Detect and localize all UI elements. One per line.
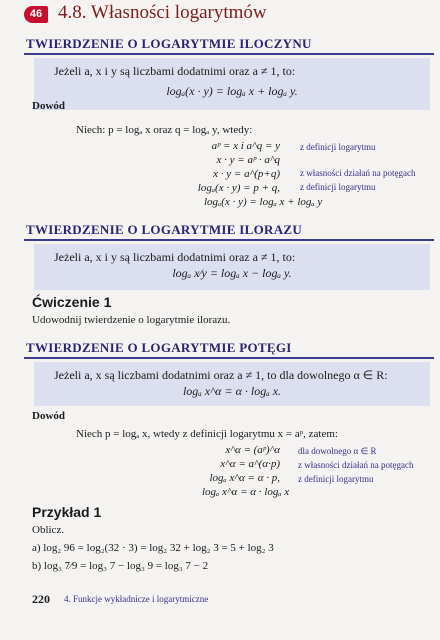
theorem-formula: logₐ x⁄y = logₐ x − logₐ y. [172,266,292,280]
proof-step-math: x · y = aᵖ · a^q [216,154,280,166]
theorem-power-heading [0,340,440,360]
heading-rule [24,357,434,359]
heading-rule [24,239,434,241]
proof-label: Dowód [32,410,66,422]
proof-step-math: x^α = a^(α·p) [220,458,280,470]
proof-step-note: z własności działań na potęgach [300,168,416,178]
section-title: 4.8. Własności logarytmów [58,2,267,23]
proof-intro: Niech: p = logₐ x oraz q = logₐ y, wtedy: [76,124,253,136]
theorem-product-heading [0,36,440,56]
proof-step-note: z definicji logarytmu [298,474,374,484]
page-number: 220 [32,592,50,606]
example-prompt: Oblicz. [32,524,65,536]
proof-step-math: logₐ x^α = α · p, [209,472,280,484]
proof-step-math: aᵖ = x i a^q = y [211,140,280,152]
theorem-quotient-box [34,244,430,290]
theorem-statement: Jeżeli a, x i y są liczbami dodatnimi oraz a ≠ 1, to: [54,64,296,78]
heading-rule [24,53,434,55]
theorem-statement: Jeżeli a, x i y są liczbami dodatnimi oraz a ≠ 1, to: [54,250,296,264]
section-number-badge: 46 [24,6,48,23]
proof-step-math: logₐ(x · y) = p + q, [197,182,280,194]
theorem-title: TWIERDZENIE O LOGARYTMIE ILOCZYNU [26,36,312,51]
proof-step-note: z definicji logarytmu [300,142,376,152]
proof-step-math: logₐ(x · y) = logₐ x + logₐ y [204,196,323,208]
theorem-formula: logₐ x^α = α · logₐ x. [182,384,282,398]
exercise-text: Udowodnij twierdzenie o logarytmie ilorazu. [32,314,231,326]
chapter-footer: 4. Funkcje wykładnicze i logarytmiczne [64,594,209,604]
proof-step-math: logₐ x^α = α · logₐ x [202,486,290,498]
proof-step-math: x^α = (aᵖ)^α [225,444,280,456]
proof-step-note: z definicji logarytmu [300,182,376,192]
example-item: a) log₂ 96 = log₂(32 · 3) = log₂ 32 + log₂ 3 = 5 + log₂ 3 [32,542,274,554]
proof-label: Dowód [32,100,66,112]
proof-intro: Niech p = logₐ x, wtedy z definicji logarytmu x = aᵖ, zatem: [76,428,338,440]
example-item: b) log₃ 7⁄9 = log₃ 7 − log₃ 9 = log₃ 7 − 2 [32,560,209,572]
exercise-title: Ćwiczenie 1 [32,294,112,310]
section-header [0,0,440,30]
theorem-power-box [34,362,430,406]
proof-step-math: x · y = a^(p+q) [213,168,280,180]
proof-step-note: dla dowolnego α ∈ R [298,446,377,456]
theorem-formula: logₐ(x · y) = logₐ x + logₐ y. [166,84,298,98]
theorem-quotient-heading [0,222,440,242]
theorem-product-box [34,58,430,110]
theorem-title: TWIERDZENIE O LOGARYTMIE POTĘGI [26,340,292,355]
theorem-statement: Jeżeli a, x są liczbami dodatnimi oraz a ≠ 1, to dla dowolnego α ∈ R: [54,368,388,382]
proof-step-note: z własności działań na potęgach [298,460,414,470]
example-title: Przykład 1 [32,504,102,520]
theorem-title: TWIERDZENIE O LOGARYTMIE ILORAZU [26,222,303,237]
